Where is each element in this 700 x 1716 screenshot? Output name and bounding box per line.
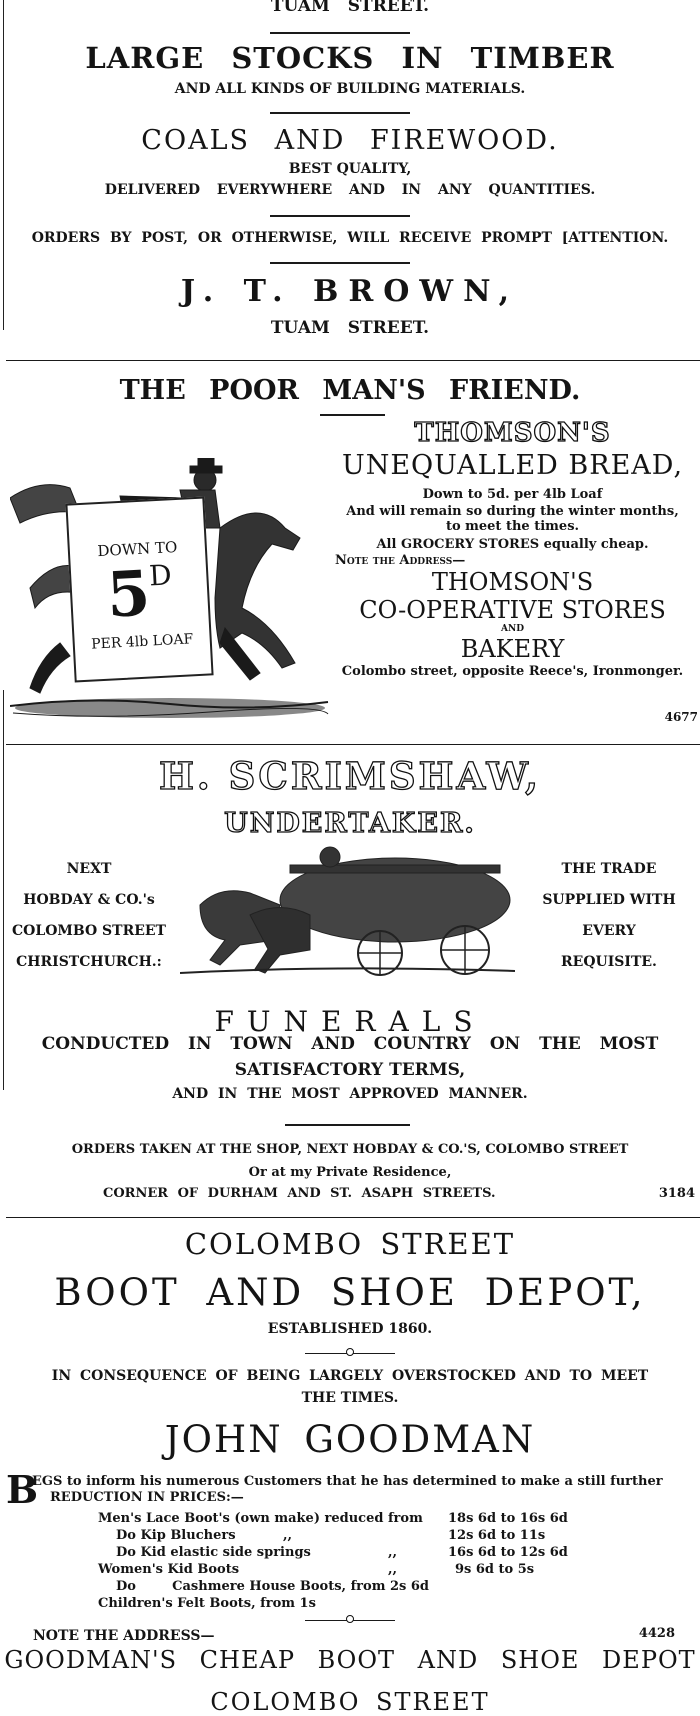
- cooperative-stores: CO-OPERATIVE STORES: [359, 596, 666, 624]
- undertaker: UNDERTAKER.: [224, 808, 476, 839]
- price-item: Women's Kid Boots: [98, 1562, 240, 1577]
- drop-cap: B: [6, 1467, 39, 1512]
- separator: [270, 215, 410, 217]
- colombo-street-head: COLOMBO STREET: [184, 1227, 516, 1261]
- price-line: Down to 5d. per 4lb Loaf: [422, 487, 603, 502]
- bakery: BAKERY: [460, 635, 565, 663]
- unequalled-bread: UNEQUALLED BREAD,: [341, 450, 684, 481]
- boot-shoe-depot: BOOT AND SHOE DEPOT,: [54, 1271, 646, 1314]
- scrimshaw-left-column: [0, 862, 178, 969]
- price-row: [98, 1529, 598, 1546]
- coals-headline: COALS AND FIREWOOD.: [141, 125, 559, 156]
- thomson-address: Colombo street, opposite Reece's, Ironmonger.: [341, 664, 684, 679]
- top-street: TUAM STREET.: [270, 0, 430, 16]
- price-amount: 12s 6d to 11s: [448, 1528, 546, 1543]
- grocery-line: All GROCERY STORES equally cheap.: [376, 537, 649, 552]
- cheap-depot-line: GOODMAN'S CHEAP BOOT AND SHOE DEPOT: [4, 1646, 696, 1674]
- note-the-address: NOTE THE ADDRESS—: [33, 1628, 215, 1644]
- best-quality: BEST QUALITY,: [288, 161, 412, 177]
- brown-name: J. T. BROWN,: [180, 274, 520, 309]
- price-ditto: ,,: [388, 1545, 398, 1560]
- brown-street: TUAM STREET.: [270, 318, 430, 338]
- price-item: Do Kid elastic side springs: [116, 1545, 311, 1560]
- winter-line-2: to meet the times.: [445, 519, 580, 534]
- hearse-illustration: [180, 845, 515, 977]
- sign-five: 5: [105, 556, 152, 632]
- begs-line-1: EGS to inform his numerous Customers that he has determined to make a still further: [32, 1474, 663, 1489]
- right-line-2: SUPPLIED WITH: [542, 892, 676, 908]
- column-rule: [6, 1217, 700, 1218]
- timber-subhead: AND ALL KINDS OF BUILDING MATERIALS.: [174, 81, 526, 97]
- scrimshaw-name: H. SCRIMSHAW,: [158, 754, 542, 798]
- separator: [285, 1124, 410, 1126]
- satisfactory-terms: SATISFACTORY TERMS,: [234, 1060, 466, 1080]
- column-rule: [6, 744, 700, 745]
- price-list: [98, 1512, 598, 1614]
- right-line-3: EVERY: [582, 923, 636, 939]
- funerals: FUNERALS: [214, 1005, 486, 1038]
- separator: [320, 414, 385, 416]
- sign-down-to: DOWN TO: [96, 537, 178, 561]
- conducted-line: CONDUCTED IN TOWN AND COUNTRY ON THE MOST: [41, 1034, 659, 1054]
- separator: [270, 262, 410, 264]
- price-item: Do Kip Bluchers: [116, 1528, 236, 1543]
- established: ESTABLISHED 1860.: [267, 1321, 433, 1337]
- left-line-4: CHRISTCHURCH.:: [16, 954, 162, 970]
- sign-price: [71, 556, 209, 632]
- and-word: AND: [500, 624, 524, 634]
- column-rule: [6, 360, 700, 361]
- price-row: [98, 1512, 598, 1529]
- separator-ornament: [346, 1615, 354, 1623]
- price-amount: 9s 6d to 5s: [455, 1562, 535, 1577]
- colombo-street-bottom: COLOMBO STREET: [210, 1688, 490, 1716]
- orders-taken: ORDERS TAKEN AT THE SHOP, NEXT HOBDAY & CO.'S, COLOMBO STREET: [71, 1142, 629, 1157]
- scrimshaw-right-column: [518, 862, 700, 969]
- separator: [305, 1620, 395, 1621]
- goodman-name: JOHN GOODMAN: [164, 1418, 536, 1461]
- left-line-2: HOBDAY & CO.'s: [23, 892, 155, 908]
- scrimshaw-code: 3184: [658, 1186, 695, 1201]
- price-amount: 18s 6d to 16s 6d: [448, 1511, 568, 1526]
- thomson-text: [325, 420, 700, 678]
- price-row: [98, 1580, 598, 1597]
- price-row: [98, 1563, 598, 1580]
- durham-corner: CORNER OF DURHAM AND ST. ASAPH STREETS.: [103, 1186, 496, 1201]
- timber-headline: LARGE STOCKS IN TIMBER: [85, 41, 615, 75]
- price-item: Children's Felt Boots, from 1s: [98, 1596, 316, 1611]
- poor-mans-headline: THE POOR MAN'S FRIEND.: [119, 375, 581, 406]
- price-amount: 16s 6d to 12s 6d: [448, 1545, 568, 1560]
- separator: [305, 1353, 395, 1354]
- left-line-3: COLOMBO STREET: [12, 923, 166, 939]
- note-address: Note the Address—: [335, 553, 466, 568]
- delivered-line: DELIVERED EVERYWHERE AND IN ANY QUANTITIES.: [104, 182, 596, 198]
- orders-line: ORDERS BY POST, OR OTHERWISE, WILL RECEIVE PROMPT [ATTENTION.: [31, 230, 669, 246]
- left-line-1: NEXT: [66, 861, 112, 877]
- separator: [270, 32, 410, 34]
- price-ditto: ,,: [388, 1562, 398, 1577]
- right-line-4: REQUISITE.: [561, 954, 657, 970]
- price-item: Do Cashmere House Boots, from 2s 6d: [116, 1579, 430, 1594]
- sign-pence: D: [148, 558, 173, 593]
- winter-line-1: And will remain so during the winter months,: [346, 504, 679, 519]
- price-row: [98, 1546, 598, 1563]
- price-ditto: ,,: [283, 1528, 293, 1543]
- price-sign: [65, 496, 213, 682]
- thomson-name-2: THOMSON'S: [431, 568, 594, 596]
- thomson-name: THOMSON'S: [414, 418, 611, 448]
- sign-per-loaf: PER 4lb LOAF: [90, 631, 194, 653]
- approved-manner: AND IN THE MOST APPROVED MANNER.: [172, 1086, 528, 1102]
- thomson-code: 4677: [664, 710, 698, 724]
- consequence-2: THE TIMES.: [301, 1390, 399, 1406]
- consequence-1: IN CONSEQUENCE OF BEING LARGELY OVERSTOCKED AND TO MEET: [51, 1368, 649, 1384]
- separator: [270, 112, 410, 114]
- goodman-code: 4428: [638, 1626, 675, 1641]
- price-row: [98, 1597, 598, 1614]
- price-item: Men's Lace Boot's (own make) reduced from: [98, 1511, 423, 1526]
- begs-line-2: REDUCTION IN PRICES:—: [50, 1490, 244, 1505]
- right-line-1: THE TRADE: [561, 861, 657, 877]
- private-residence: Or at my Private Residence,: [248, 1165, 452, 1180]
- separator-ornament: [346, 1348, 354, 1356]
